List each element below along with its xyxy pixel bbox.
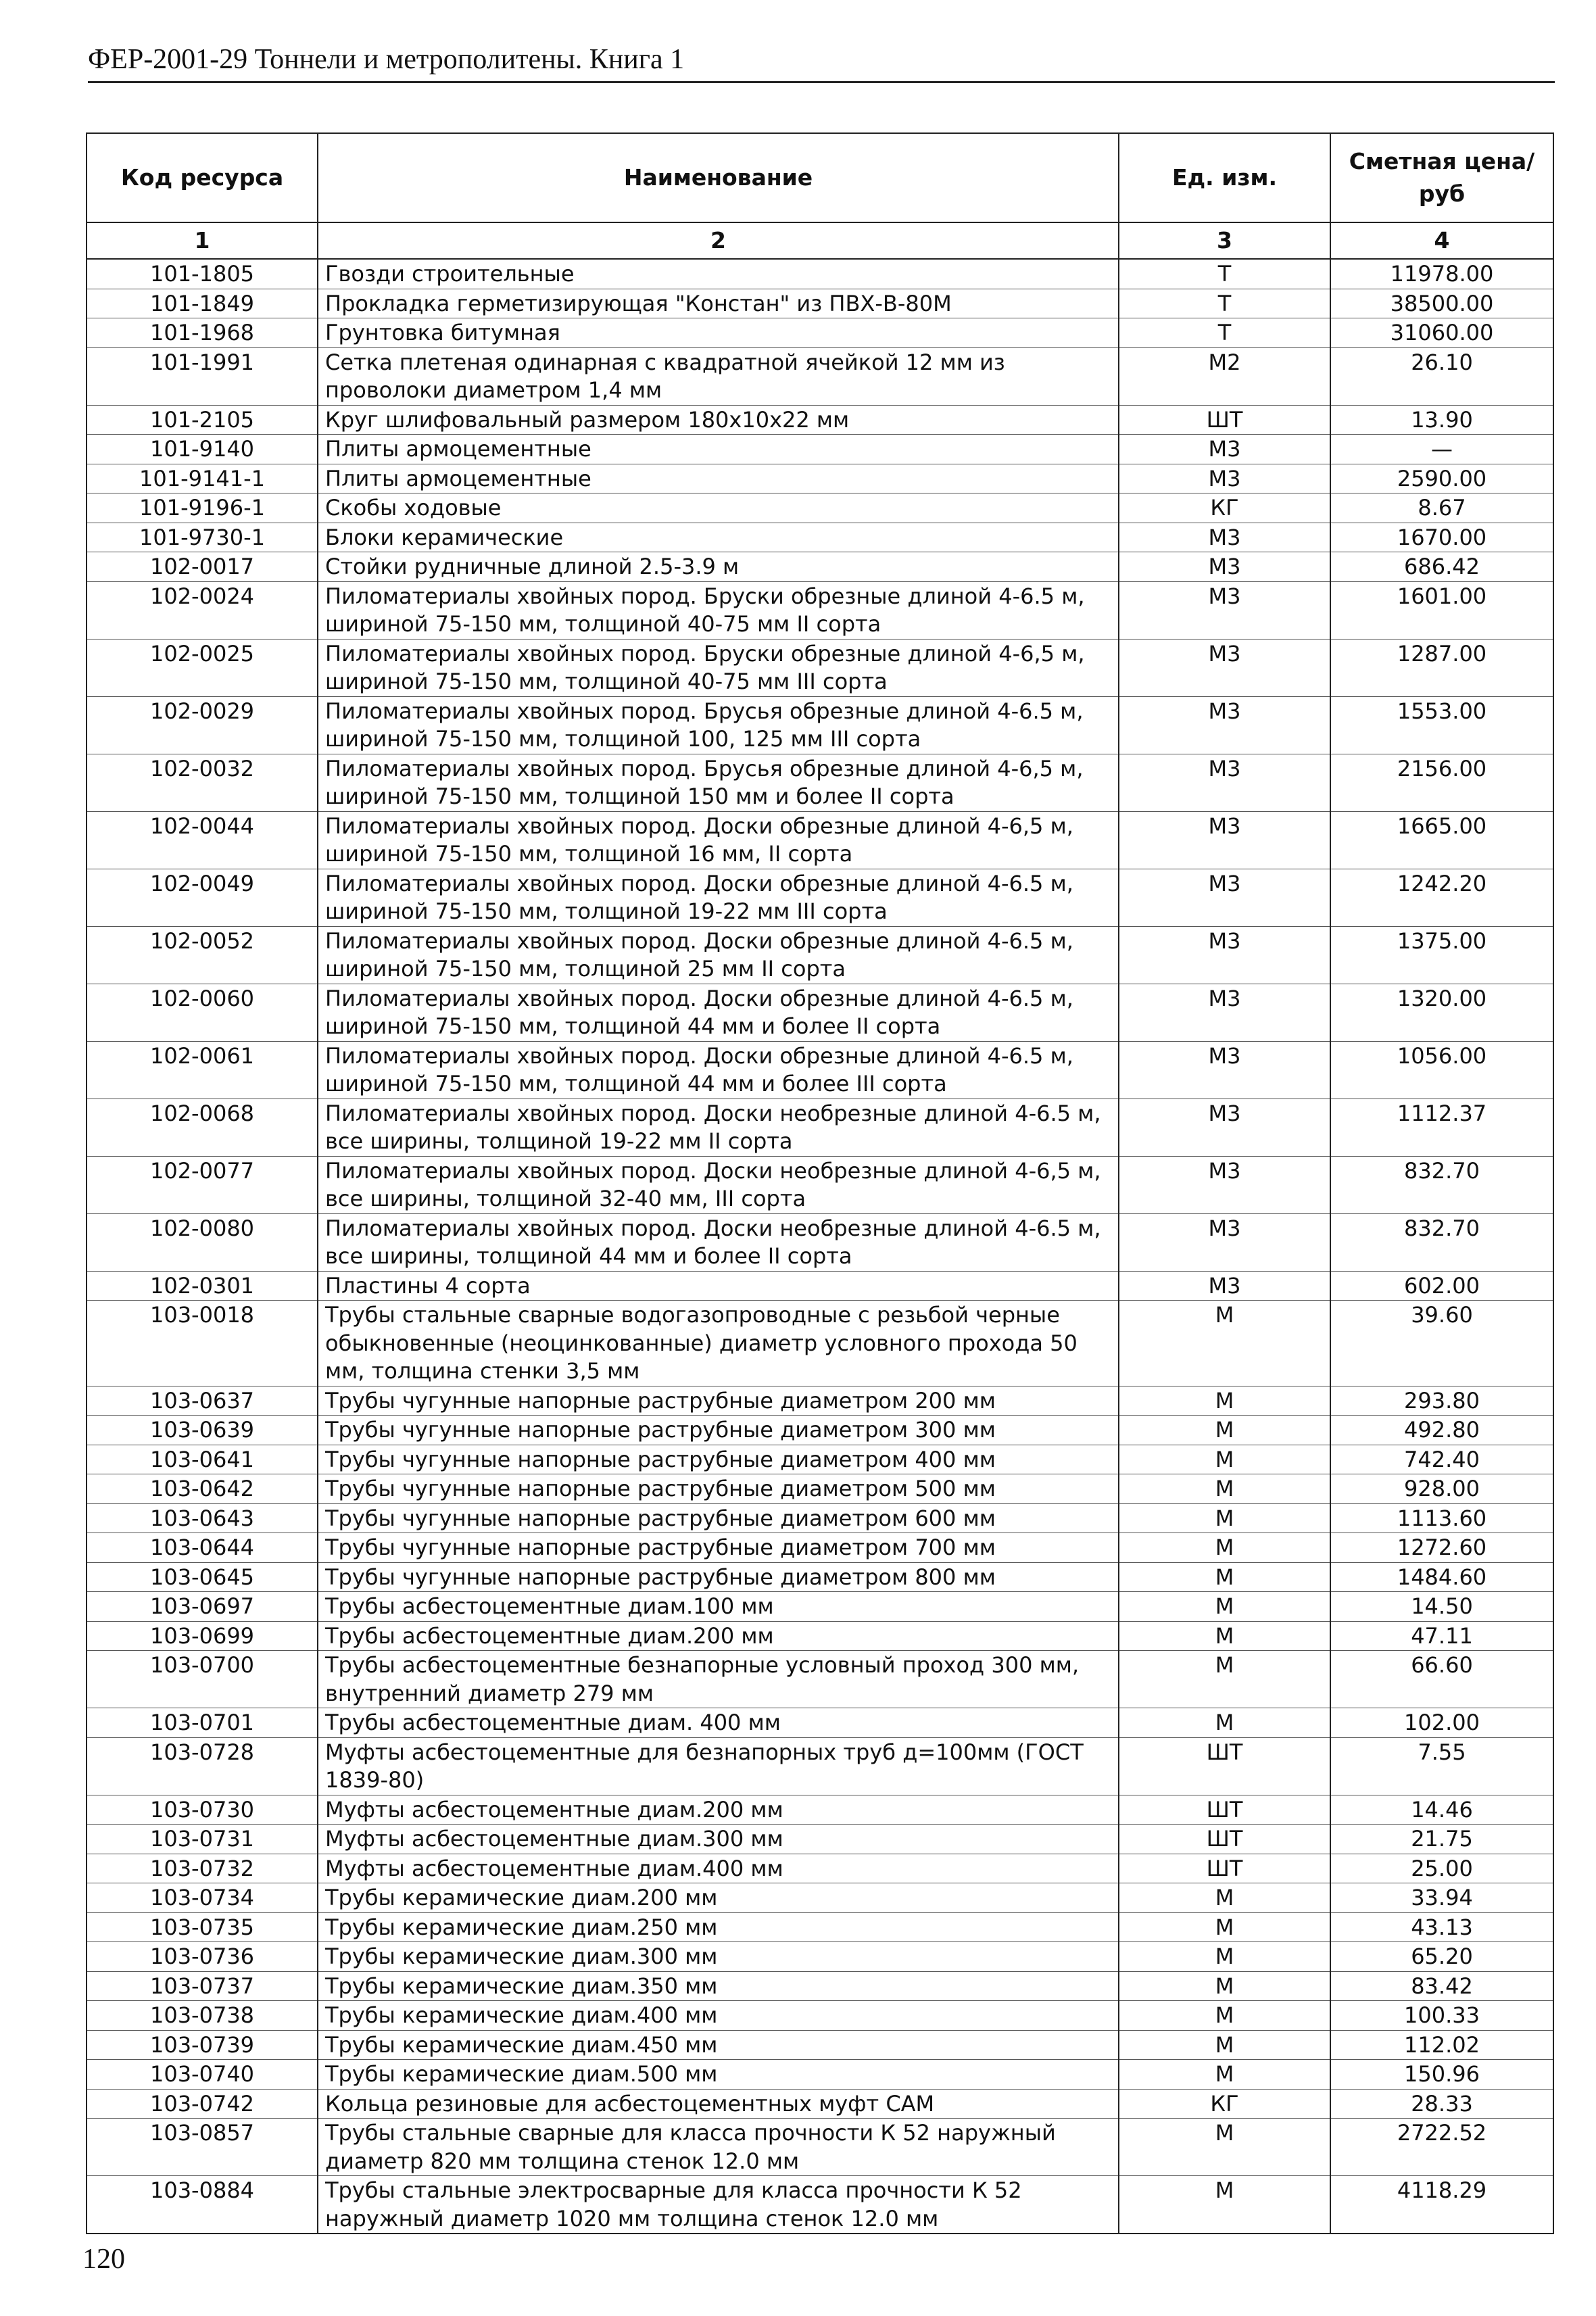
price-cell: 1484.60 [1330, 1562, 1553, 1592]
table-row [87, 259, 1553, 289]
table-row [87, 1533, 1553, 1563]
price-cell: 43.13 [1330, 1912, 1553, 1942]
price-cell: 14.46 [1330, 1795, 1553, 1825]
price-cell: 1670.00 [1330, 523, 1553, 552]
resource-code-cell: 103-0884 [87, 2176, 318, 2234]
resource-code-cell: 101-1805 [87, 259, 318, 289]
price-cell: 25.00 [1330, 1854, 1553, 1883]
resource-name-cell: Скобы ходовые [318, 493, 1119, 523]
resource-name-cell: Пиломатериалы хвойных пород. Бруски обрезные длиной 4-6,5 м, шириной 75-150 мм, толщиной 40-75 мм III сорта [318, 639, 1119, 696]
table-row [87, 754, 1553, 811]
resource-code-cell: 103-0734 [87, 1883, 318, 1913]
resource-code-cell: 103-0018 [87, 1301, 318, 1386]
unit-cell: М [1119, 2060, 1330, 2090]
unit-cell: М [1119, 1533, 1330, 1563]
resource-code-cell: 102-0077 [87, 1156, 318, 1213]
table-row [87, 1271, 1553, 1301]
unit-cell: М3 [1119, 1099, 1330, 1156]
resource-code-cell: 103-0728 [87, 1737, 318, 1795]
resource-code-cell: 103-0732 [87, 1854, 318, 1883]
resource-name-cell: Плиты армоцементные [318, 435, 1119, 464]
resource-name-cell: Трубы керамические диам.350 мм [318, 1971, 1119, 2001]
resource-name-cell: Грунтовка битумная [318, 318, 1119, 348]
unit-cell: М3 [1119, 1041, 1330, 1099]
column-header-price: Сметная цена/руб [1330, 133, 1553, 222]
unit-cell: М [1119, 1503, 1330, 1533]
resource-name-cell: Трубы керамические диам.200 мм [318, 1883, 1119, 1913]
table-row [87, 2176, 1553, 2234]
resource-name-cell: Пиломатериалы хвойных пород. Бруски обрезные длиной 4-6.5 м, шириной 75-150 мм, толщиной 40-75 мм II сорта [318, 581, 1119, 639]
price-cell: 1112.37 [1330, 1099, 1553, 1156]
table-row [87, 869, 1553, 926]
unit-cell: Т [1119, 318, 1330, 348]
unit-cell: М2 [1119, 347, 1330, 405]
table-body [87, 259, 1553, 2234]
resource-code-cell: 103-0735 [87, 1912, 318, 1942]
unit-cell: Т [1119, 289, 1330, 318]
table-row [87, 1386, 1553, 1416]
resource-code-cell: 102-0060 [87, 984, 318, 1041]
table-row [87, 435, 1553, 464]
resource-code-cell: 103-0701 [87, 1708, 318, 1738]
column-header-name: Наименование [318, 133, 1119, 222]
price-cell: 28.33 [1330, 2089, 1553, 2119]
resource-code-cell: 103-0645 [87, 1562, 318, 1592]
table-row [87, 1651, 1553, 1708]
resource-name-cell: Пиломатериалы хвойных пород. Доски необрезные длиной 4-6.5 м, все ширины, толщиной 19-22 мм II сорта [318, 1099, 1119, 1156]
resource-name-cell: Трубы чугунные напорные раструбные диаметром 700 мм [318, 1533, 1119, 1563]
price-cell: 83.42 [1330, 1971, 1553, 2001]
table-row [87, 552, 1553, 582]
table-row [87, 984, 1553, 1041]
unit-cell: М3 [1119, 811, 1330, 869]
resource-code-cell: 102-0024 [87, 581, 318, 639]
resource-name-cell: Трубы керамические диам.400 мм [318, 2001, 1119, 2031]
table-row [87, 811, 1553, 869]
column-header-code: Код ресурса [87, 133, 318, 222]
unit-cell: ШТ [1119, 1825, 1330, 1854]
unit-cell: М3 [1119, 1213, 1330, 1271]
unit-cell: М [1119, 1621, 1330, 1651]
table-row [87, 318, 1553, 348]
table-row [87, 1912, 1553, 1942]
resource-code-cell: 103-0737 [87, 1971, 318, 2001]
price-cell: 2722.52 [1330, 2119, 1553, 2176]
resource-code-cell: 103-0642 [87, 1474, 318, 1504]
resource-name-cell: Трубы асбестоцементные диам.200 мм [318, 1621, 1119, 1651]
unit-cell: М [1119, 1651, 1330, 1708]
resource-code-cell: 103-0857 [87, 2119, 318, 2176]
table-row [87, 2119, 1553, 2176]
unit-cell: М [1119, 1708, 1330, 1738]
price-cell: 33.94 [1330, 1883, 1553, 1913]
price-cell: 8.67 [1330, 493, 1553, 523]
table-row [87, 1708, 1553, 1738]
unit-cell: ШТ [1119, 1854, 1330, 1883]
resource-code-cell: 101-9141-1 [87, 464, 318, 493]
resource-code-cell: 103-0738 [87, 2001, 318, 2031]
price-cell: 1242.20 [1330, 869, 1553, 926]
unit-cell: М3 [1119, 1156, 1330, 1213]
table-row [87, 2060, 1553, 2090]
resource-name-cell: Стойки рудничные длиной 2.5-3.9 м [318, 552, 1119, 582]
table-row [87, 1301, 1553, 1386]
table-row [87, 926, 1553, 984]
unit-cell: М [1119, 1386, 1330, 1416]
column-number: 1 [87, 222, 318, 259]
table-row [87, 581, 1553, 639]
resource-name-cell: Пиломатериалы хвойных пород. Доски обрезные длиной 4-6,5 м, шириной 75-150 мм, толщиной 16 мм, II сорта [318, 811, 1119, 869]
price-cell: — [1330, 435, 1553, 464]
resource-name-cell: Плиты армоцементные [318, 464, 1119, 493]
resource-code-cell: 101-9196-1 [87, 493, 318, 523]
unit-cell: М [1119, 1474, 1330, 1504]
table-row [87, 523, 1553, 552]
table-row [87, 639, 1553, 696]
unit-cell: ШТ [1119, 1737, 1330, 1795]
price-cell: 26.10 [1330, 347, 1553, 405]
resource-name-cell: Блоки керамические [318, 523, 1119, 552]
table-row [87, 1503, 1553, 1533]
price-cell: 7.55 [1330, 1737, 1553, 1795]
table-row [87, 1416, 1553, 1445]
price-cell: 832.70 [1330, 1213, 1553, 1271]
resource-code-cell: 103-0731 [87, 1825, 318, 1854]
resource-code-cell: 101-9140 [87, 435, 318, 464]
resource-name-cell: Трубы керамические диам.300 мм [318, 1942, 1119, 1972]
resource-name-cell: Пластины 4 сорта [318, 1271, 1119, 1301]
price-cell: 47.11 [1330, 1621, 1553, 1651]
price-cell: 66.60 [1330, 1651, 1553, 1708]
resource-name-cell: Сетка плетеная одинарная с квадратной ячейкой 12 мм из проволоки диаметром 1,4 мм [318, 347, 1119, 405]
resource-code-cell: 103-0639 [87, 1416, 318, 1445]
resource-code-cell: 103-0730 [87, 1795, 318, 1825]
unit-cell: М [1119, 1942, 1330, 1972]
resource-code-cell: 103-0740 [87, 2060, 318, 2090]
resource-name-cell: Пиломатериалы хвойных пород. Доски обрезные длиной 4-6.5 м, шириной 75-150 мм, толщиной 25 мм II сорта [318, 926, 1119, 984]
resource-code-cell: 103-0697 [87, 1592, 318, 1622]
price-cell: 1056.00 [1330, 1041, 1553, 1099]
price-cell: 1320.00 [1330, 984, 1553, 1041]
price-cell: 1272.60 [1330, 1533, 1553, 1563]
table-row [87, 1942, 1553, 1972]
resource-code-cell: 103-0742 [87, 2089, 318, 2119]
table-row [87, 405, 1553, 435]
resource-name-cell: Трубы керамические диам.500 мм [318, 2060, 1119, 2090]
table-row [87, 1971, 1553, 2001]
resource-code-cell: 103-0637 [87, 1386, 318, 1416]
unit-cell: М3 [1119, 1271, 1330, 1301]
table-row [87, 1445, 1553, 1474]
resource-code-cell: 102-0025 [87, 639, 318, 696]
unit-cell: М [1119, 1445, 1330, 1474]
unit-cell: М [1119, 1592, 1330, 1622]
resource-code-cell: 101-2105 [87, 405, 318, 435]
resource-name-cell: Пиломатериалы хвойных пород. Доски необрезные длиной 4-6.5 м, все ширины, толщиной 44 мм и более II сорта [318, 1213, 1119, 1271]
unit-cell: М [1119, 2030, 1330, 2060]
resource-name-cell: Муфты асбестоцементные диам.300 мм [318, 1825, 1119, 1854]
price-cell: 4118.29 [1330, 2176, 1553, 2234]
column-number: 4 [1330, 222, 1553, 259]
price-cell: 1287.00 [1330, 639, 1553, 696]
unit-cell: М3 [1119, 552, 1330, 582]
resource-name-cell: Трубы керамические диам.250 мм [318, 1912, 1119, 1942]
price-cell: 1665.00 [1330, 811, 1553, 869]
resource-name-cell: Пиломатериалы хвойных пород. Доски необрезные длиной 4-6,5 м, все ширины, толщиной 32-40 мм, III сорта [318, 1156, 1119, 1213]
price-cell: 2156.00 [1330, 754, 1553, 811]
table-row [87, 1041, 1553, 1099]
resource-name-cell: Прокладка герметизирующая "Констан" из ПВХ-В-80М [318, 289, 1119, 318]
price-cell: 928.00 [1330, 1474, 1553, 1504]
unit-cell: М [1119, 2176, 1330, 2234]
unit-cell: Т [1119, 259, 1330, 289]
unit-cell: М3 [1119, 984, 1330, 1041]
table-row [87, 1854, 1553, 1883]
unit-cell: ШТ [1119, 1795, 1330, 1825]
table-row [87, 1213, 1553, 1271]
column-number: 3 [1119, 222, 1330, 259]
resource-name-cell: Трубы чугунные напорные раструбные диаметром 400 мм [318, 1445, 1119, 1474]
price-cell: 39.60 [1330, 1301, 1553, 1386]
resource-code-cell: 102-0301 [87, 1271, 318, 1301]
resource-name-cell: Пиломатериалы хвойных пород. Доски обрезные длиной 4-6.5 м, шириной 75-150 мм, толщиной 44 мм и более III сорта [318, 1041, 1119, 1099]
table-row [87, 1737, 1553, 1795]
column-header-row [87, 133, 1553, 222]
resource-code-cell: 103-0644 [87, 1533, 318, 1563]
resource-code-cell: 102-0029 [87, 696, 318, 754]
unit-cell: М [1119, 2001, 1330, 2031]
table-row [87, 1621, 1553, 1651]
column-number: 2 [318, 222, 1119, 259]
price-cell: 742.40 [1330, 1445, 1553, 1474]
resource-name-cell: Пиломатериалы хвойных пород. Брусья обрезные длиной 4-6.5 м, шириной 75-150 мм, толщиной 100, 125 мм III сорта [318, 696, 1119, 754]
unit-cell: М [1119, 1912, 1330, 1942]
price-cell: 2590.00 [1330, 464, 1553, 493]
unit-cell: М3 [1119, 696, 1330, 754]
resource-code-cell: 101-1849 [87, 289, 318, 318]
table-row [87, 1883, 1553, 1913]
resource-code-cell: 101-1991 [87, 347, 318, 405]
price-cell: 65.20 [1330, 1942, 1553, 1972]
resource-name-cell: Муфты асбестоцементные диам.400 мм [318, 1854, 1119, 1883]
price-cell: 150.96 [1330, 2060, 1553, 2090]
page-header: ФЕР-2001-29 Тоннели и метрополитены. Книга 1 [88, 43, 1555, 83]
resource-code-cell: 103-0641 [87, 1445, 318, 1474]
resource-code-cell: 102-0080 [87, 1213, 318, 1271]
unit-cell: М3 [1119, 926, 1330, 984]
price-cell: 686.42 [1330, 552, 1553, 582]
unit-cell: М3 [1119, 869, 1330, 926]
column-number-row [87, 222, 1553, 259]
resource-code-cell: 103-0700 [87, 1651, 318, 1708]
resource-code-cell: 103-0643 [87, 1503, 318, 1533]
resource-code-cell: 103-0736 [87, 1942, 318, 1972]
table-row [87, 2001, 1553, 2031]
table-row [87, 347, 1553, 405]
unit-cell: М3 [1119, 754, 1330, 811]
price-cell: 21.75 [1330, 1825, 1553, 1854]
table-row [87, 2030, 1553, 2060]
price-cell: 13.90 [1330, 405, 1553, 435]
unit-cell: КГ [1119, 493, 1330, 523]
table-row [87, 1474, 1553, 1504]
resource-name-cell: Пиломатериалы хвойных пород. Доски обрезные длиной 4-6.5 м, шириной 75-150 мм, толщиной 44 мм и более II сорта [318, 984, 1119, 1041]
resource-name-cell: Трубы чугунные напорные раструбные диаметром 300 мм [318, 1416, 1119, 1445]
price-cell: 100.33 [1330, 2001, 1553, 2031]
resource-name-cell: Трубы керамические диам.450 мм [318, 2030, 1119, 2060]
unit-cell: ШТ [1119, 405, 1330, 435]
table-row [87, 493, 1553, 523]
price-cell: 102.00 [1330, 1708, 1553, 1738]
unit-cell: М3 [1119, 435, 1330, 464]
table-row [87, 1099, 1553, 1156]
unit-cell: М3 [1119, 464, 1330, 493]
price-cell: 11978.00 [1330, 259, 1553, 289]
price-cell: 1601.00 [1330, 581, 1553, 639]
resource-code-cell: 102-0017 [87, 552, 318, 582]
price-cell: 1113.60 [1330, 1503, 1553, 1533]
resource-code-cell: 101-1968 [87, 318, 318, 348]
resource-name-cell: Трубы чугунные напорные раструбные диаметром 600 мм [318, 1503, 1119, 1533]
price-cell: 31060.00 [1330, 318, 1553, 348]
resource-name-cell: Трубы стальные сварные для класса прочности К 52 наружный диаметр 820 мм толщина стенок 12.0 мм [318, 2119, 1119, 2176]
resource-price-table [86, 132, 1554, 2234]
resource-code-cell: 102-0061 [87, 1041, 318, 1099]
resource-code-cell: 102-0044 [87, 811, 318, 869]
price-cell: 1553.00 [1330, 696, 1553, 754]
price-cell: 112.02 [1330, 2030, 1553, 2060]
resource-code-cell: 102-0052 [87, 926, 318, 984]
table-row [87, 1795, 1553, 1825]
unit-cell: М [1119, 1883, 1330, 1913]
price-cell: 293.80 [1330, 1386, 1553, 1416]
resource-code-cell: 101-9730-1 [87, 523, 318, 552]
resource-code-cell: 103-0739 [87, 2030, 318, 2060]
page-number: 120 [82, 2244, 125, 2275]
resource-code-cell: 102-0032 [87, 754, 318, 811]
resource-name-cell: Трубы стальные электросварные для класса прочности К 52 наружный диаметр 1020 мм толщина стенок 12.0 мм [318, 2176, 1119, 2234]
resource-name-cell: Трубы стальные сварные водогазопроводные с резьбой черные обыкновенные (неоцинкованные) диаметр условного прохода 50 мм, толщина стенки 3,5 мм [318, 1301, 1119, 1386]
price-cell: 492.80 [1330, 1416, 1553, 1445]
resource-code-cell: 102-0049 [87, 869, 318, 926]
unit-cell: М3 [1119, 523, 1330, 552]
price-cell: 602.00 [1330, 1271, 1553, 1301]
unit-cell: М3 [1119, 639, 1330, 696]
unit-cell: М3 [1119, 581, 1330, 639]
resource-name-cell: Муфты асбестоцементные для безнапорных труб д=100мм (ГОСТ 1839-80) [318, 1737, 1119, 1795]
resource-name-cell: Гвозди строительные [318, 259, 1119, 289]
price-cell: 14.50 [1330, 1592, 1553, 1622]
column-header-unit: Ед. изм. [1119, 133, 1330, 222]
table-row [87, 1562, 1553, 1592]
resource-name-cell: Трубы асбестоцементные безнапорные условный проход 300 мм, внутренний диаметр 279 мм [318, 1651, 1119, 1708]
table-head [87, 133, 1553, 259]
table-row [87, 464, 1553, 493]
resource-code-cell: 103-0699 [87, 1621, 318, 1651]
unit-cell: М [1119, 1562, 1330, 1592]
resource-name-cell: Трубы асбестоцементные диам. 400 мм [318, 1708, 1119, 1738]
unit-cell: М [1119, 1971, 1330, 2001]
price-cell: 1375.00 [1330, 926, 1553, 984]
resource-name-cell: Трубы чугунные напорные раструбные диаметром 200 мм [318, 1386, 1119, 1416]
resource-name-cell: Трубы чугунные напорные раструбные диаметром 800 мм [318, 1562, 1119, 1592]
resource-name-cell: Круг шлифовальный размером 180х10х22 мм [318, 405, 1119, 435]
table-row [87, 289, 1553, 318]
price-cell: 38500.00 [1330, 289, 1553, 318]
resource-name-cell: Пиломатериалы хвойных пород. Доски обрезные длиной 4-6.5 м, шириной 75-150 мм, толщиной 19-22 мм III сорта [318, 869, 1119, 926]
table-row [87, 2089, 1553, 2119]
unit-cell: КГ [1119, 2089, 1330, 2119]
resource-name-cell: Муфты асбестоцементные диам.200 мм [318, 1795, 1119, 1825]
resource-code-cell: 102-0068 [87, 1099, 318, 1156]
unit-cell: М [1119, 1301, 1330, 1386]
price-cell: 832.70 [1330, 1156, 1553, 1213]
resource-name-cell: Пиломатериалы хвойных пород. Брусья обрезные длиной 4-6,5 м, шириной 75-150 мм, толщиной 150 мм и более II сорта [318, 754, 1119, 811]
table-row [87, 1592, 1553, 1622]
table-row [87, 1156, 1553, 1213]
resource-name-cell: Трубы асбестоцементные диам.100 мм [318, 1592, 1119, 1622]
unit-cell: М [1119, 1416, 1330, 1445]
resource-name-cell: Кольца резиновые для асбестоцементных муфт САМ [318, 2089, 1119, 2119]
unit-cell: М [1119, 2119, 1330, 2176]
resource-name-cell: Трубы чугунные напорные раструбные диаметром 500 мм [318, 1474, 1119, 1504]
table-row [87, 696, 1553, 754]
table-row [87, 1825, 1553, 1854]
